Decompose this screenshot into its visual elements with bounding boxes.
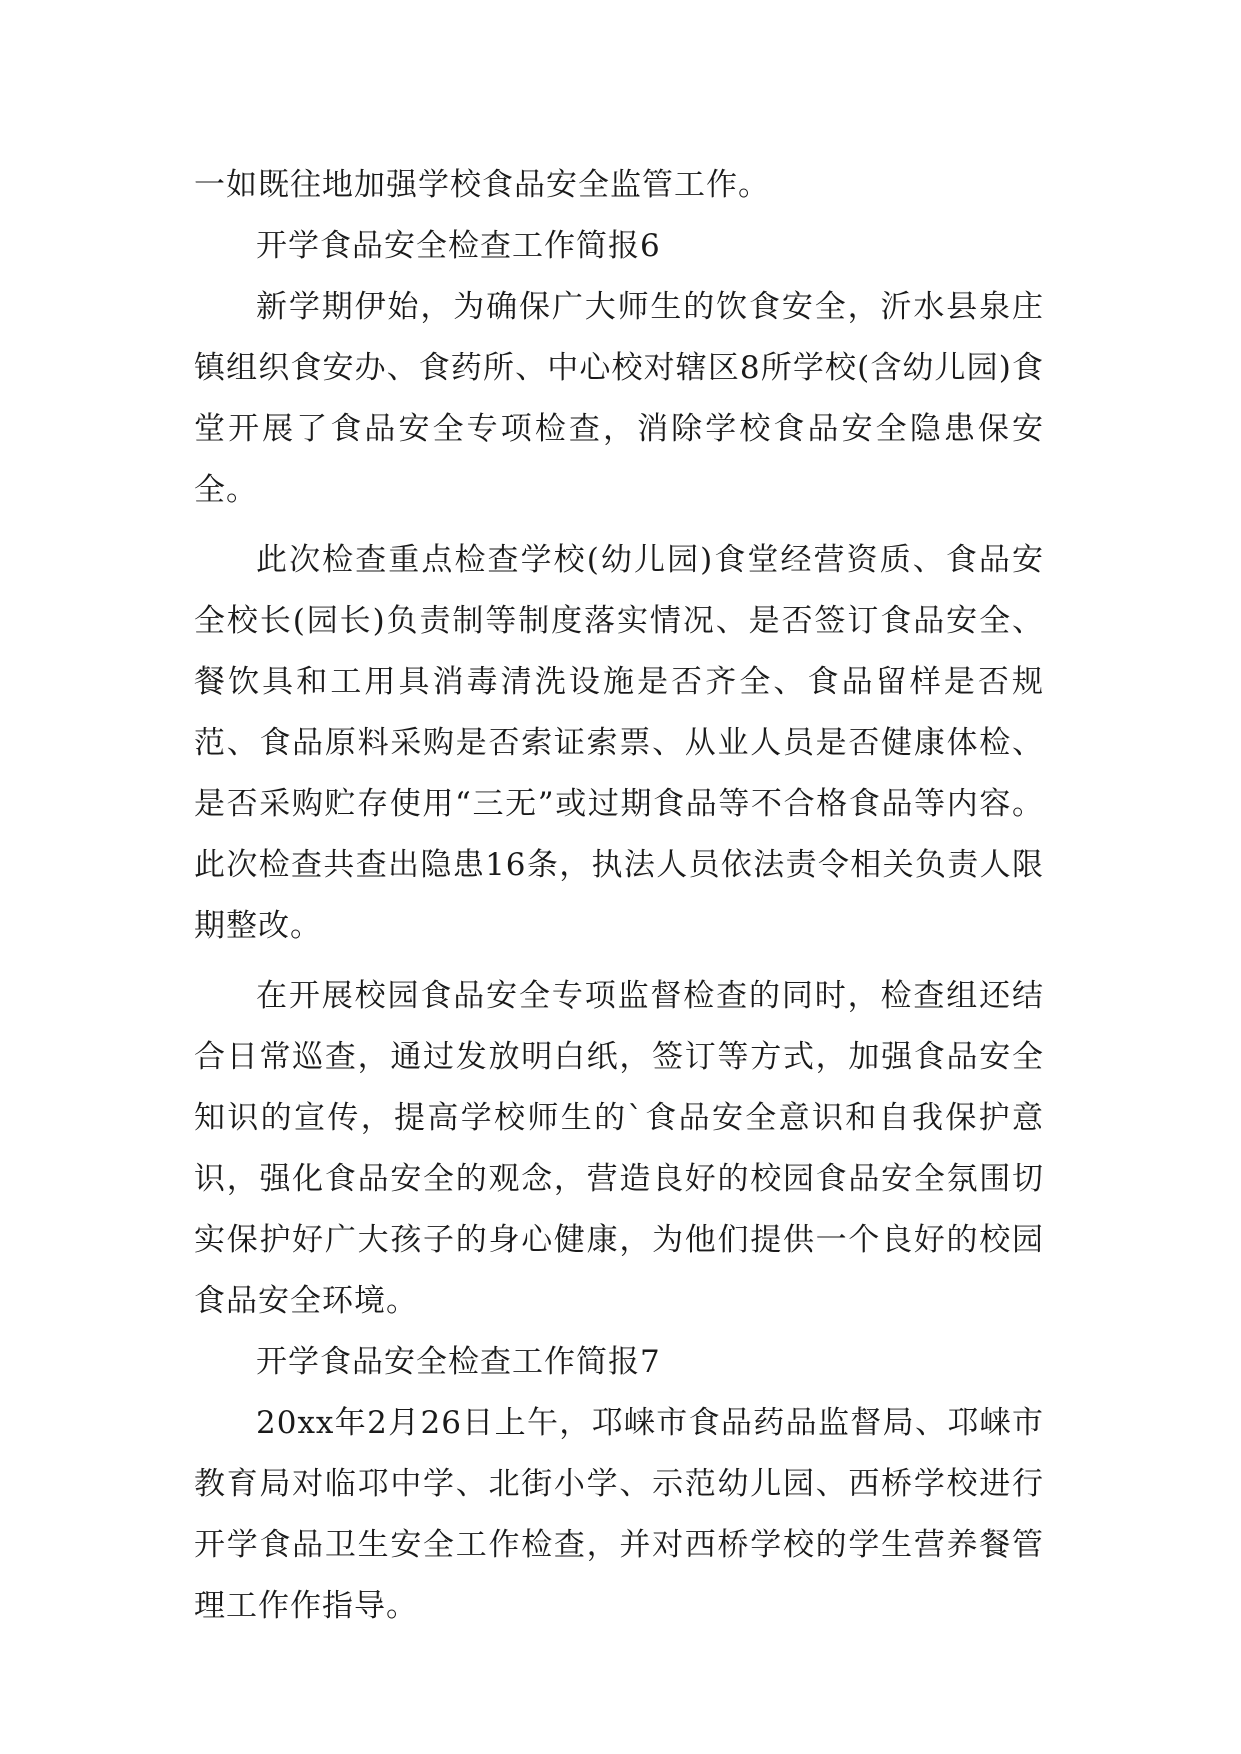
paragraph-intro-7: 20xx年2月26日上午，邛崃市食品药品监督局、邛崃市教育局对临邛中学、北街小学、示范幼儿园、西桥学校进行开学食品卫生安全工作检查，并对西桥学校的学生营养餐管理工作作指导。 [194,1405,1044,1624]
section-heading-7: 开学食品安全检查工作简报7 [256,1344,661,1380]
paragraph-intro-6: 新学期伊始，为确保广大师生的饮食安全，沂水县泉庄镇组织食安办、食药所、中心校对辖区8所学校(含幼儿园)食堂开展了食品安全专项检查，消除学校食品安全隐患保安全。 [194,289,1044,508]
paragraph-publicity: 在开展校园食品安全专项监督检查的同时，检查组还结合日常巡查，通过发放明白纸，签订等方式，加强食品安全知识的宣传，提高学校师生的`食品安全意识和自我保护意识，强化食品安全的观念，营造良好的校园食品安全氛围切实保护好广大孩子的身心健康，为他们提供一个良好的校园食品安全环境。 [194,978,1044,1319]
paragraph-continuation: 一如既往地加强学校食品安全监管工作。 [194,167,770,203]
section-heading-6: 开学食品安全检查工作简报6 [256,228,661,264]
paragraph-inspection-focus: 此次检查重点检查学校(幼儿园)食堂经营资质、食品安全校长(园长)负责制等制度落实情况、是否签订食品安全、餐饮具和工用具消毒清洗设施是否齐全、食品留样是否规范、食品原料采购是否索证索票、从业人员是否健康体检、是否采购贮存使用“三无”或过期食品等不合格食品等内容。此次检查共查出隐患16条，执法人员依法责令相关负责人限期整改。 [194,542,1044,944]
document-body [194,155,1044,1637]
